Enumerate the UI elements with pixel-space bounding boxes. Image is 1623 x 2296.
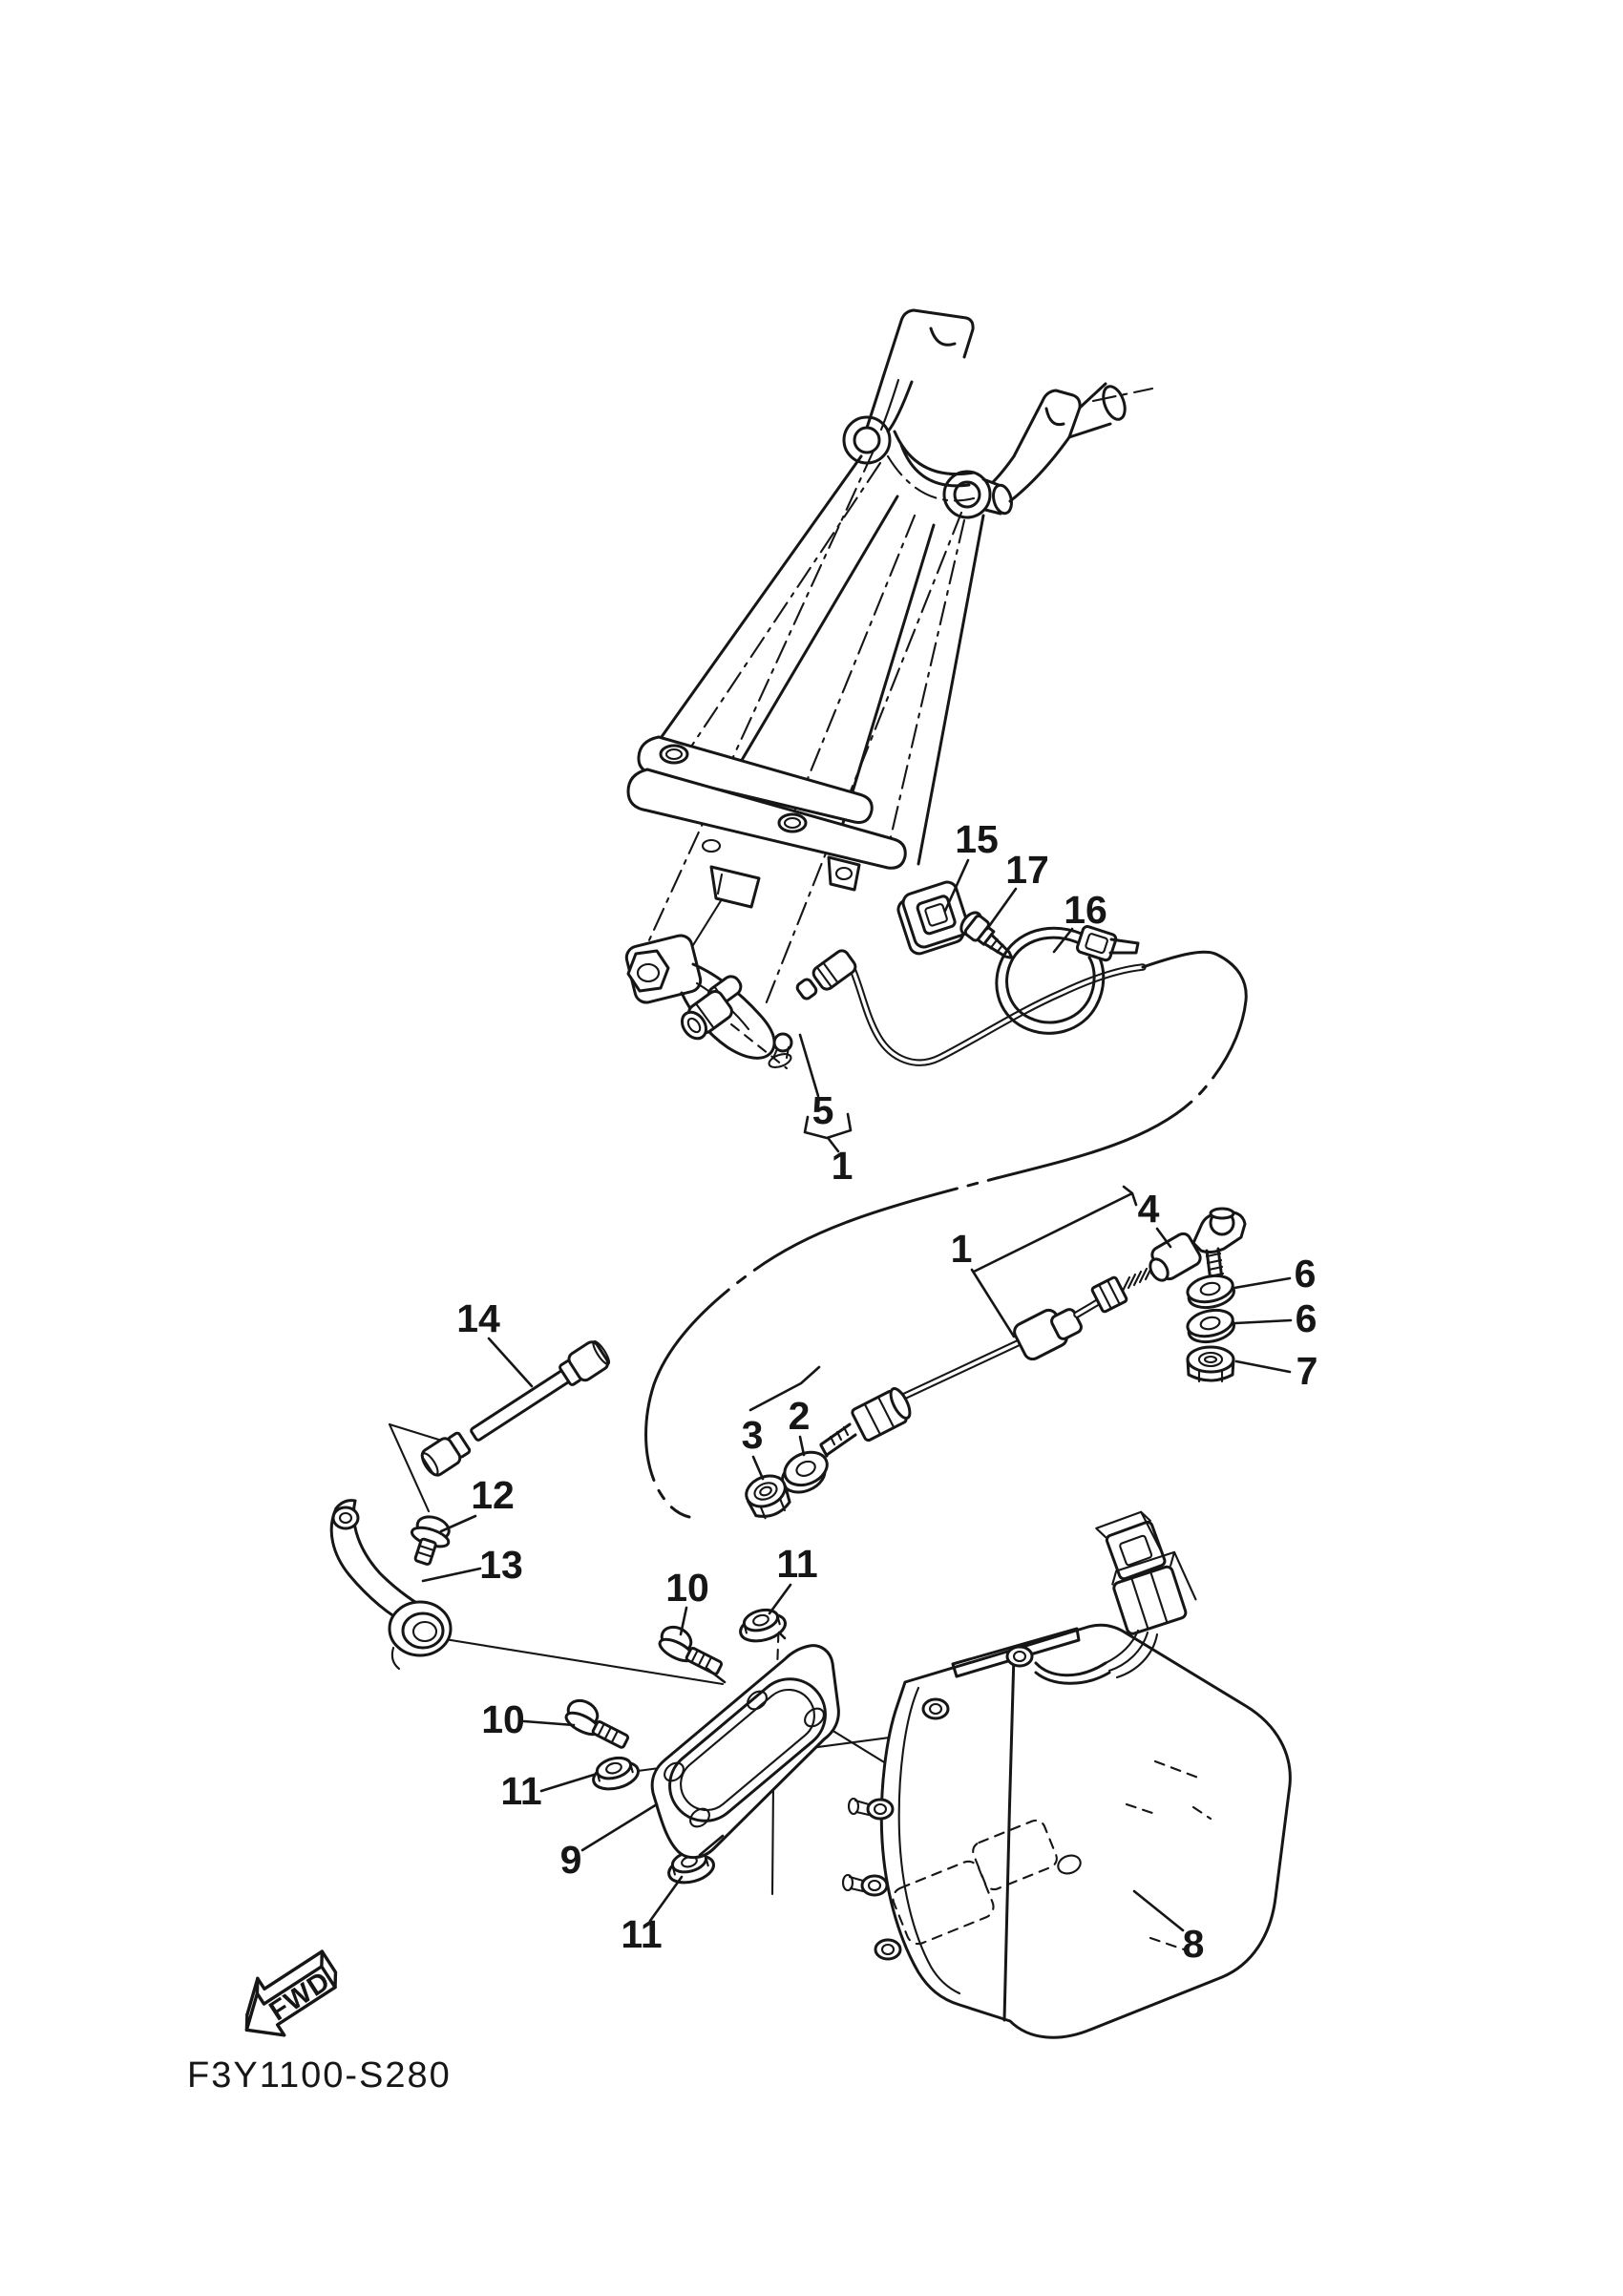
nut-7 bbox=[1188, 1347, 1233, 1381]
fwd-arrow-label: FWD bbox=[263, 1965, 336, 2028]
diagram-code: F3Y1100-S280 bbox=[187, 2055, 452, 2096]
cable-routing-curve bbox=[646, 952, 1247, 1517]
part-label-15: 15 bbox=[955, 817, 999, 861]
washer-6-lower bbox=[1185, 1306, 1236, 1345]
screw-10-upper bbox=[655, 1622, 727, 1678]
steering-cable-upper bbox=[646, 948, 1247, 1517]
part-label-6a: 6 bbox=[1294, 1252, 1317, 1295]
part-label-2: 2 bbox=[788, 1394, 811, 1438]
part-label-12: 12 bbox=[471, 1473, 515, 1517]
part-label-11c: 11 bbox=[621, 1912, 663, 1956]
nut-11-left bbox=[589, 1753, 641, 1793]
part-label-14: 14 bbox=[456, 1296, 500, 1340]
part-label-5: 5 bbox=[812, 1088, 834, 1132]
part-label-9: 9 bbox=[559, 1838, 582, 1882]
steering-column-assembly bbox=[628, 310, 1152, 907]
grommet-15 bbox=[895, 879, 972, 956]
part-label-3: 3 bbox=[741, 1413, 764, 1457]
part-label-1b: 1 bbox=[950, 1227, 973, 1271]
part-label-8: 8 bbox=[1182, 1922, 1205, 1966]
link-rod-14 bbox=[417, 1338, 612, 1479]
part-label-6b: 6 bbox=[1295, 1296, 1317, 1340]
part-label-7: 7 bbox=[1296, 1349, 1318, 1393]
pin-17 bbox=[958, 909, 1021, 966]
part-label-11b: 11 bbox=[500, 1769, 542, 1813]
ball-joint-4 bbox=[1147, 1209, 1245, 1283]
screw-12 bbox=[404, 1512, 454, 1569]
part-label-17: 17 bbox=[1005, 848, 1049, 892]
washer-6-upper bbox=[1185, 1272, 1236, 1311]
part-label-16: 16 bbox=[1064, 888, 1107, 932]
shift-cable-main bbox=[821, 1266, 1163, 1456]
nut-11-upper bbox=[736, 1605, 788, 1645]
fwd-arrow bbox=[226, 1941, 348, 2051]
part-label-10b: 10 bbox=[481, 1697, 525, 1741]
electrical-box-8 bbox=[843, 1510, 1290, 2038]
part-label-13: 13 bbox=[479, 1543, 523, 1587]
part-label-1a: 1 bbox=[831, 1144, 854, 1188]
part-label-11a: 11 bbox=[776, 1542, 818, 1586]
part-label-10a: 10 bbox=[665, 1566, 709, 1610]
part-label-4: 4 bbox=[1137, 1187, 1160, 1231]
